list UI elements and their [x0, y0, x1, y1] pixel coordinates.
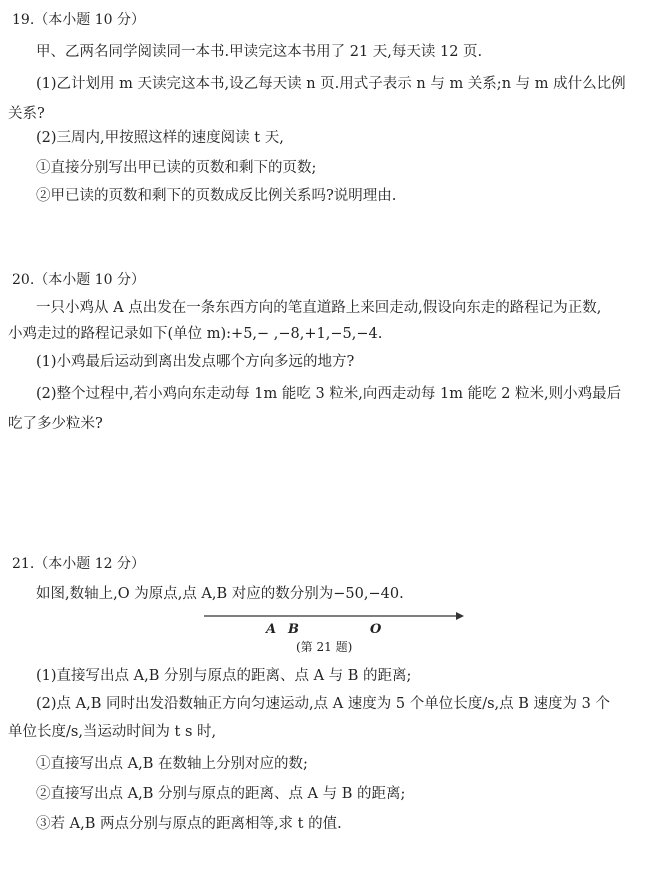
q19-part1-line1: (1)乙计划用 m 天读完这本书,设乙每天读 n 页.用式子表示 n 与 m 关系;n 与 m 成什么比例	[36, 76, 626, 92]
origin-label: O	[370, 622, 382, 637]
q21-sub3: ③若 A,B 两点分别与原点的距离相等,求 t 的值.	[36, 816, 342, 832]
q20-part1: (1)小鸡最后运动到离出发点哪个方向多远的地方?	[36, 354, 355, 370]
q20-part2-line1: (2)整个过程中,若小鸡向东走动每 1m 能吃 3 粒米,向西走动每 1m 能吃 2 粒米,则小鸡最后	[36, 386, 622, 402]
q21-sub1: ①直接写出点 A,B 在数轴上分别对应的数;	[36, 756, 308, 772]
q19-title: 19.（本小题 10 分）	[12, 12, 145, 28]
figure-caption: (第 21 题)	[296, 640, 353, 654]
number-line-axis	[200, 606, 470, 626]
q19-sub1: ①直接分别写出甲已读的页数和剩下的页数;	[36, 160, 317, 176]
q21-part2-line2: 单位长度/s,当运动时间为 t s 时,	[8, 724, 217, 740]
q19-sub2: ②甲已读的页数和剩下的页数成反比例关系吗?说明理由.	[36, 188, 397, 204]
q21-part2-line1: (2)点 A,B 同时出发沿数轴正方向匀速运动,点 A 速度为 5 个单位长度/s,点 B 速度为 3 个	[36, 696, 610, 712]
point-b-label: B	[288, 622, 299, 637]
q19-intro: 甲、乙两名同学阅读同一本书.甲读完这本书用了 21 天,每天读 12 页.	[36, 44, 483, 60]
q19-part2: (2)三周内,甲按照这样的速度阅读 t 天,	[36, 130, 284, 146]
q21-part1: (1)直接写出点 A,B 分别与原点的距离、点 A 与 B 的距离;	[36, 668, 412, 684]
q21-sub2: ②直接写出点 A,B 分别与原点的距离、点 A 与 B 的距离;	[36, 786, 406, 802]
q21-title: 21.（本小题 12 分）	[12, 556, 145, 572]
q21-intro: 如图,数轴上,O 为原点,点 A,B 对应的数分别为−50,−40.	[36, 586, 404, 602]
point-a-label: A	[266, 622, 277, 637]
q20-intro-line2: 小鸡走过的路程记录如下(单位 m):+5,− ,−8,+1,−5,−4.	[8, 326, 383, 342]
q20-title: 20.（本小题 10 分）	[12, 272, 145, 288]
q20-intro-line1: 一只小鸡从 A 点出发在一条东西方向的笔直道路上来回走动,假设向东走的路程记为正数,	[36, 300, 602, 316]
q19-part1-line2: 关系?	[8, 106, 45, 122]
q20-part2-line2: 吃了多少粒米?	[8, 416, 103, 432]
